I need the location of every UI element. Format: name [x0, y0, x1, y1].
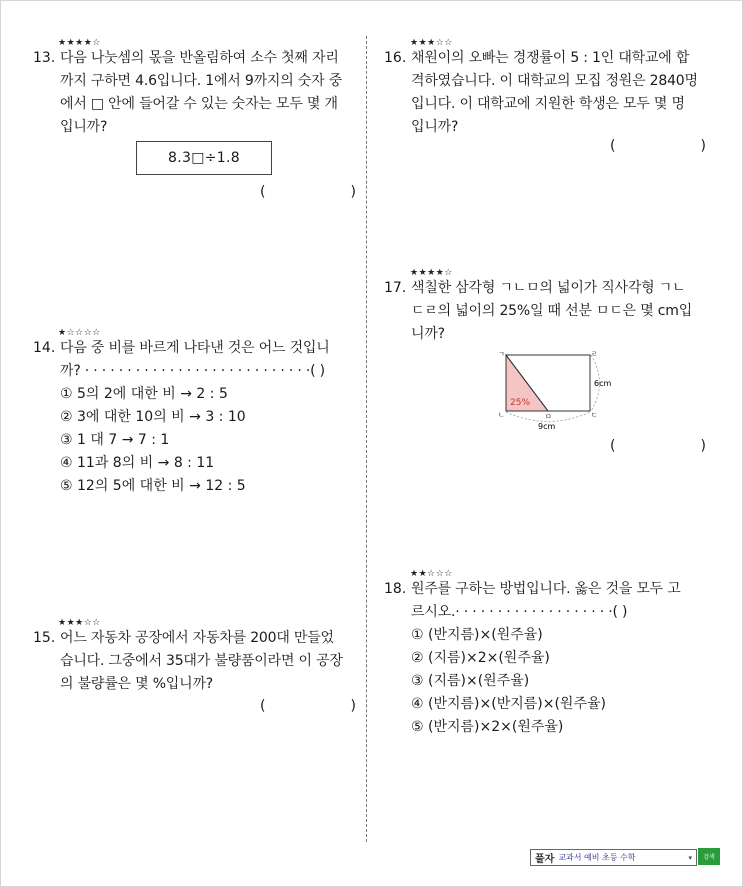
q13-line: 다음 나눗셈의 몫을 반올림하여 소수 첫째 자리	[60, 50, 339, 66]
q18-number: 18.	[384, 581, 407, 597]
q17-line: ㄷㄹ의 넓이의 25%일 때 선분 ㅁㄷ은 몇 cm입	[411, 303, 693, 319]
q15-text	[60, 627, 365, 696]
q15-difficulty-stars: ★★★☆☆	[58, 618, 101, 628]
q13-text	[60, 47, 365, 139]
q15-answer-blank[interactable]	[260, 697, 356, 715]
q13-expression-box: 8.3□÷1.8	[136, 141, 272, 175]
q14-difficulty-stars: ★☆☆☆☆	[58, 328, 101, 338]
q16-line: 채원이의 오빠는 경쟁률이 5 : 1인 대학교에 합	[411, 50, 690, 66]
q13-number: 13.	[33, 50, 56, 66]
q13-answer-open: (	[260, 184, 266, 200]
column-divider	[366, 36, 367, 842]
q16-answer-close: )	[700, 138, 706, 154]
q14-line: 까? · · · · · · · · · · · · · · · · · · · · · · · · · · ·( )	[60, 363, 325, 379]
q13-answer-close: )	[350, 184, 356, 200]
q18-choice-5[interactable]: ⑤ (반지름)×2×(원주율)	[411, 719, 564, 735]
q14-choice-3[interactable]: ③ 1 대 7 → 7 : 1	[60, 432, 170, 448]
q13-line: 입니까?	[60, 119, 108, 135]
q18-choice-4[interactable]: ④ (반지름)×(반지름)×(원주율)	[411, 696, 606, 712]
q18-line: 르시오.· · · · · · · · · · · · · · · · · · ·( )	[411, 604, 628, 620]
q17-text	[411, 277, 716, 346]
chevron-down-icon: ▾	[688, 853, 692, 862]
brand-logo: 풀자	[535, 854, 555, 865]
q16-answer-open: (	[610, 138, 616, 154]
q13-line: 까지 구하면 4.6입니다. 1에서 9까지의 숫자 중	[60, 73, 343, 89]
q17-label-d: ㄹ	[591, 350, 598, 358]
q17-label-b: ㄴ	[498, 411, 505, 419]
q17-label-c: ㄷ	[591, 411, 598, 419]
q17-number: 17.	[384, 280, 407, 296]
q17-line: 색칠한 삼각형 ㄱㄴㅁ의 넓이가 직사각형 ㄱㄴ	[411, 280, 686, 296]
q18-choice-1[interactable]: ① (반지름)×(원주율)	[411, 627, 543, 643]
q16-line: 입니까?	[411, 119, 459, 135]
q17-line: 니까?	[411, 326, 445, 342]
q15-line: 의 불량률은 몇 %입니까?	[60, 676, 213, 692]
q17-label-a: ㄱ	[498, 350, 505, 358]
go-button[interactable]: 검색	[698, 848, 720, 865]
q16-number: 16.	[384, 50, 407, 66]
q18-choices	[411, 624, 606, 739]
q15-answer-close: )	[350, 698, 356, 714]
q16-answer-blank[interactable]	[610, 137, 706, 155]
q18-line: 원주를 구하는 방법입니다. 옳은 것을 모두 고	[411, 581, 681, 597]
q16-line: 격하였습니다. 이 대학교의 모집 정원은 2840명	[411, 73, 698, 89]
q17-width-label: 9cm	[538, 422, 556, 431]
q17-height-label: 6cm	[594, 379, 612, 388]
q14-choice-2[interactable]: ② 3에 대한 10의 비 → 3 : 10	[60, 409, 246, 425]
q14-choice-1[interactable]: ① 5의 2에 대한 비 → 2 : 5	[60, 386, 228, 402]
q17-percent-label: 25%	[510, 398, 531, 408]
q14-choice-4[interactable]: ④ 11과 8의 비 → 8 : 11	[60, 455, 215, 471]
q13-answer-blank[interactable]	[260, 183, 356, 201]
q14-text	[60, 337, 365, 383]
q16-text	[411, 47, 716, 139]
q17-answer-blank[interactable]	[610, 437, 706, 455]
q13-difficulty-stars: ★★★★☆	[58, 38, 101, 48]
q18-difficulty-stars: ★★☆☆☆	[410, 569, 453, 579]
q14-number: 14.	[33, 340, 56, 356]
q15-line: 습니다. 그중에서 35대가 불량품이라면 이 공장	[60, 653, 343, 669]
q14-choices	[60, 383, 246, 498]
q16-difficulty-stars: ★★★☆☆	[410, 38, 453, 48]
q14-choice-5[interactable]: ⑤ 12의 5에 대한 비 → 12 : 5	[60, 478, 246, 494]
q15-line: 어느 자동차 공장에서 자동차를 200대 만들었	[60, 630, 334, 646]
q18-choice-3[interactable]: ③ (지름)×(원주율)	[411, 673, 530, 689]
q17-answer-close: )	[700, 438, 706, 454]
book-selector[interactable]	[530, 849, 697, 866]
q14-line: 다음 중 비를 바르게 나타낸 것은 어느 것입니	[60, 340, 330, 356]
book-title: 교과서 예비 초등 수학	[558, 853, 636, 862]
q13-line: 에서 □ 안에 들어갈 수 있는 숫자는 모두 몇 개	[60, 96, 338, 112]
q18-text	[411, 578, 716, 624]
q17-difficulty-stars: ★★★★☆	[410, 268, 453, 278]
q15-answer-open: (	[260, 698, 266, 714]
q15-number: 15.	[33, 630, 56, 646]
q18-choice-2[interactable]: ② (지름)×2×(원주율)	[411, 650, 550, 666]
q17-answer-open: (	[610, 438, 616, 454]
q16-line: 입니다. 이 대학교에 지원한 학생은 모두 몇 명	[411, 96, 685, 112]
q17-figure	[490, 345, 620, 435]
q17-label-e: ㅁ	[545, 413, 552, 421]
